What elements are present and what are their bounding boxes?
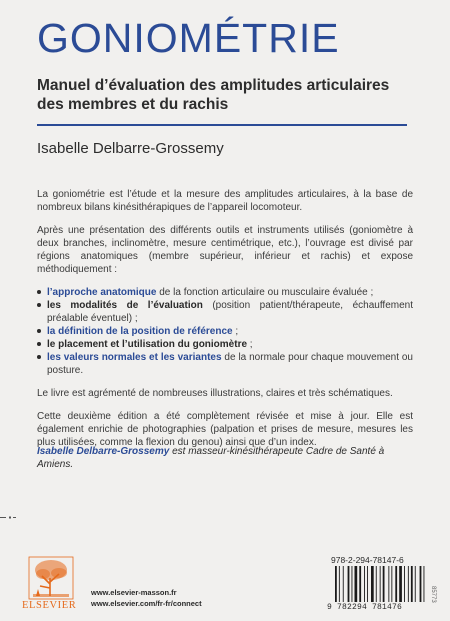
intro-paragraph: La goniométrie est l’étude et la mesure des amplitudes articulaires, à la base de nombreux bilans kinésithérapiques de l’appareil locomoteur. xyxy=(37,189,413,213)
scan-mark xyxy=(0,516,18,519)
back-cover-blurb xyxy=(37,188,413,459)
title-divider xyxy=(37,124,407,126)
list-item xyxy=(37,351,413,377)
publisher-logo-text: ELSEVIER xyxy=(22,600,77,611)
list-item-bold: le placement et l’utilisation du goniomètre xyxy=(47,339,248,350)
list-item-bold: les modalités de l’évaluation xyxy=(47,300,203,311)
list-item-bold: l’approche anatomique xyxy=(47,287,157,298)
content-list xyxy=(37,286,413,377)
barcode xyxy=(335,566,425,602)
list-item-bold: la définition de la position de référence xyxy=(47,326,233,337)
list-item-text: (position patient/thérapeute, échauffement préalable éventuel) ; xyxy=(47,300,413,324)
list-item-text: ; xyxy=(232,326,239,337)
list-item xyxy=(37,286,413,299)
author-bio-name: Isabelle Delbarre-Grossemy xyxy=(37,446,170,457)
list-item xyxy=(37,325,413,338)
publisher-url[interactable]: www.elsevier.com/fr-fr/connect xyxy=(91,599,202,608)
list-item-bold: les valeurs normales et les variantes xyxy=(47,352,222,363)
list-item xyxy=(37,338,413,351)
side-code: 85773 xyxy=(430,586,436,603)
publisher-urls xyxy=(91,587,202,609)
elsevier-tree-logo xyxy=(28,556,74,600)
overview-paragraph: Après une présentation des différents outils et instruments utilisés (goniomètre à deux branches, inclinomètre, mesure centimétrique, etc.), l’ouvrage est divisé par régions anatomiques (membre supérieur, inférieur et rachis) et expose méthodiquement : xyxy=(37,225,413,275)
author-bio-text: est masseur-kinésithérapeute Cadre de Santé à Amiens. xyxy=(37,446,385,470)
author-name: Isabelle Delbarre-Grossemy xyxy=(37,140,224,157)
list-item-text: de la normale pour chaque mouvement ou posture. xyxy=(47,352,413,376)
list-item-text: de la fonction articulaire ou musculaire évaluée ; xyxy=(156,287,374,298)
list-item-text: ; xyxy=(247,339,253,350)
book-title: GONIOMÉTRIE xyxy=(37,15,340,61)
list-item xyxy=(37,299,413,325)
author-bio xyxy=(37,445,417,471)
book-subtitle: Manuel d’évaluation des amplitudes articulaires des membres et du rachis xyxy=(37,77,390,113)
barcode-digits: 9 782294 781476 xyxy=(327,603,403,612)
edition-paragraph: Cette deuxième édition a été complètement révisée et mise à jour. Elle est également enrichie de photographies (palpation et prises de mesure, mesures les plus utilisées, comme la flexion du genou) ainsi que d’un index. xyxy=(37,411,413,448)
isbn-label: 978-2-294-78147-6 xyxy=(331,555,404,565)
illustrations-paragraph: Le livre est agrémenté de nombreuses illustrations, claires et très schématiques. xyxy=(37,388,393,399)
publisher-url[interactable]: www.elsevier-masson.fr xyxy=(91,588,177,597)
